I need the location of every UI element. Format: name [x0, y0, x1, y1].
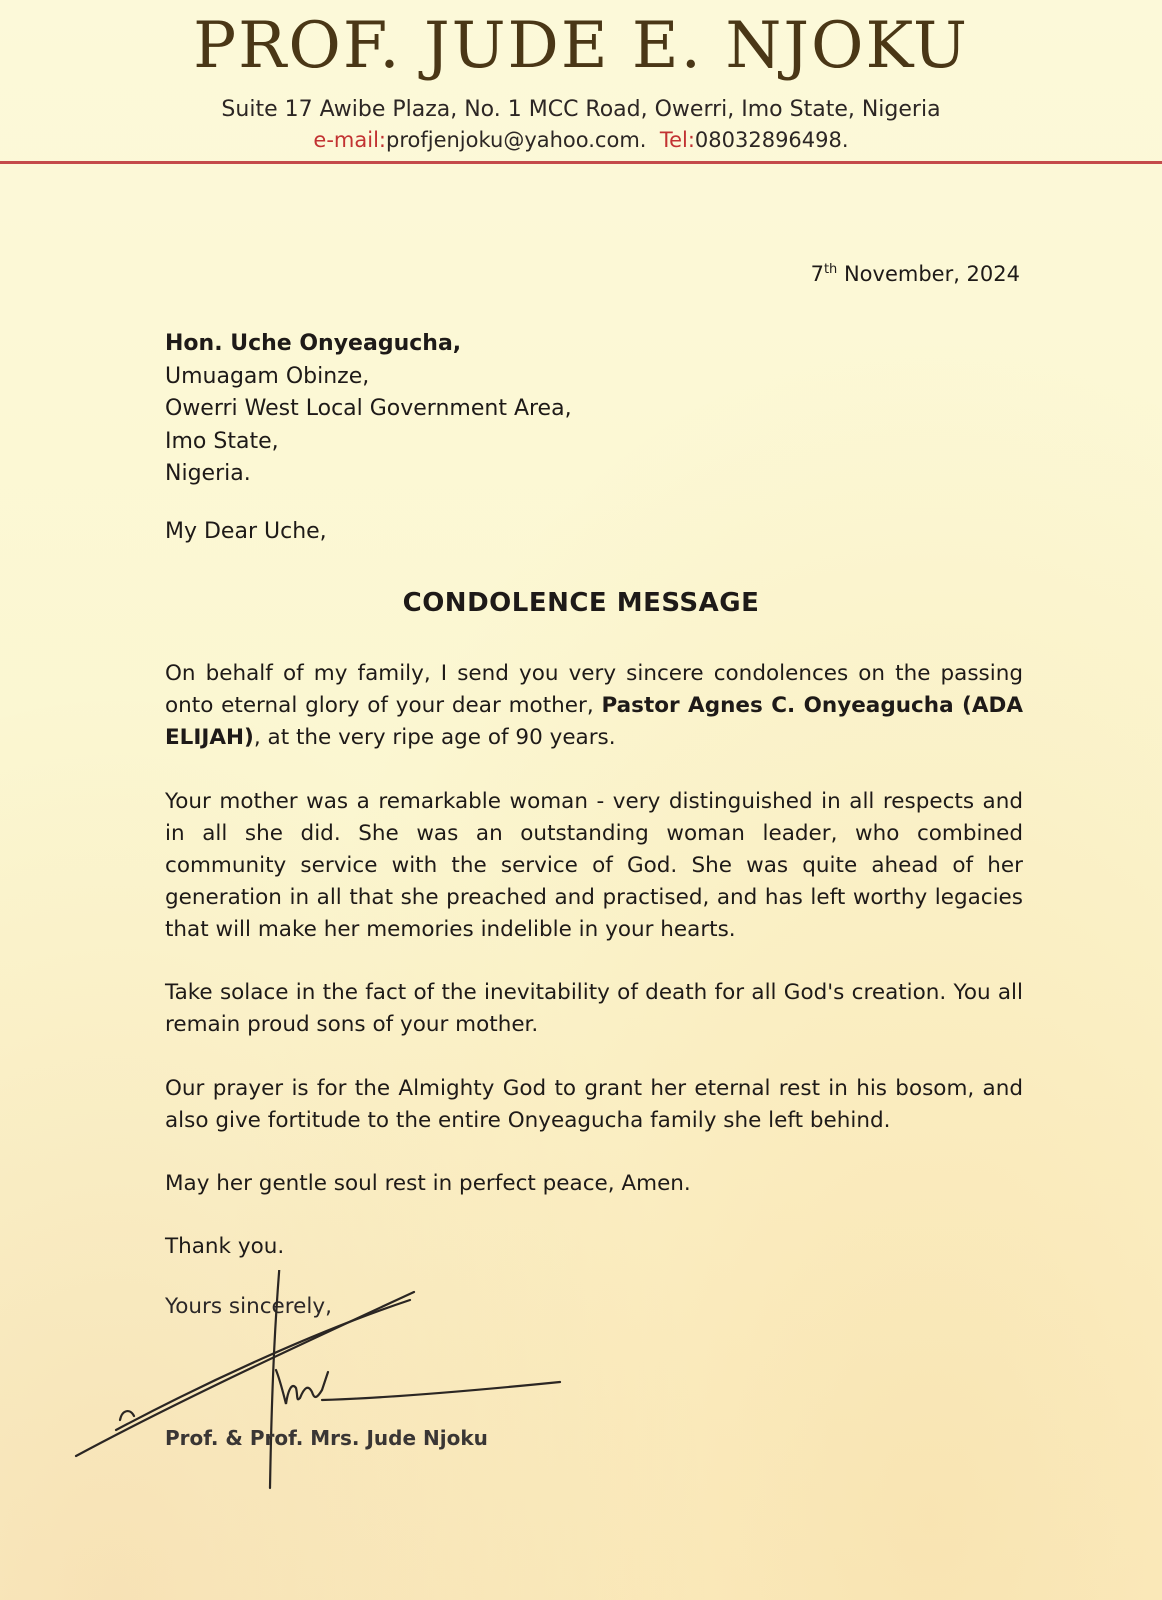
letterhead-name: PROF. JUDE E. NJOKU	[193, 9, 969, 83]
closing: Yours sincerely,	[165, 1294, 332, 1319]
letterhead-divider	[0, 161, 1162, 164]
deceased-name: Pastor Agnes C. Onyeagucha (ADA ELIJAH)	[165, 693, 1023, 750]
letter-subject: CONDOLENCE MESSAGE	[402, 588, 760, 618]
recipient-line: Umuagam Obinze,	[165, 363, 370, 389]
signatory-name: Prof. & Prof. Mrs. Jude Njoku	[165, 1426, 488, 1450]
body-paragraph-6: Thank you.	[165, 1234, 285, 1259]
date-day: 7	[810, 262, 824, 286]
letterhead-address: Suite 17 Awibe Plaza, No. 1 MCC Road, Owerri, Imo State, Nigeria	[221, 97, 941, 122]
letterhead-contact	[0, 128, 1162, 153]
email-address: profjenjoku@yahoo.com.	[386, 128, 647, 152]
p1-text-a: On behalf of my family, I send you very sincere condolences on the passing onto eternal glory of your dear mother,	[165, 661, 1023, 718]
tel-number: 08032896498.	[694, 128, 849, 152]
recipient-line: Nigeria.	[165, 461, 251, 486]
recipient-name: Hon. Uche Onyeagucha,	[165, 331, 462, 356]
recipient-line: Owerri West Local Government Area,	[165, 396, 572, 421]
date-rest: November, 2024	[837, 262, 1020, 286]
email-label: e-mail:	[313, 128, 386, 152]
body-paragraph-1	[165, 658, 1023, 754]
body-paragraph-4: Our prayer is for the Almighty God to grant her eternal rest in his bosom, and also give fortitude to the entire Onyeagucha family she left behind.	[165, 1076, 1023, 1133]
recipient-address	[165, 328, 572, 491]
recipient-line: Imo State,	[165, 428, 279, 454]
p1-text-b: , at the very ripe age of 90 years.	[253, 725, 616, 750]
body-paragraph-3: Take solace in the fact of the inevitability of death for all God's creation. You all remain proud sons of your mother.	[165, 980, 1023, 1037]
letter-date	[811, 262, 1020, 286]
tel-label: Tel:	[659, 128, 695, 152]
date-suffix: th	[823, 262, 838, 277]
handwritten-signature	[60, 1270, 600, 1500]
body-paragraph-5: May her gentle soul rest in perfect peace, Amen.	[165, 1171, 691, 1196]
body-paragraph-2: Your mother was a remarkable woman - very distinguished in all respects and in all she did. She was an outstanding woman leader, who combined community service with the service of God. She was quite ahead of her generation in all that she preached and practised, and has left worthy legacies that will make her memories indelible in your hearts.	[165, 789, 1023, 942]
salutation: My Dear Uche,	[165, 519, 327, 544]
